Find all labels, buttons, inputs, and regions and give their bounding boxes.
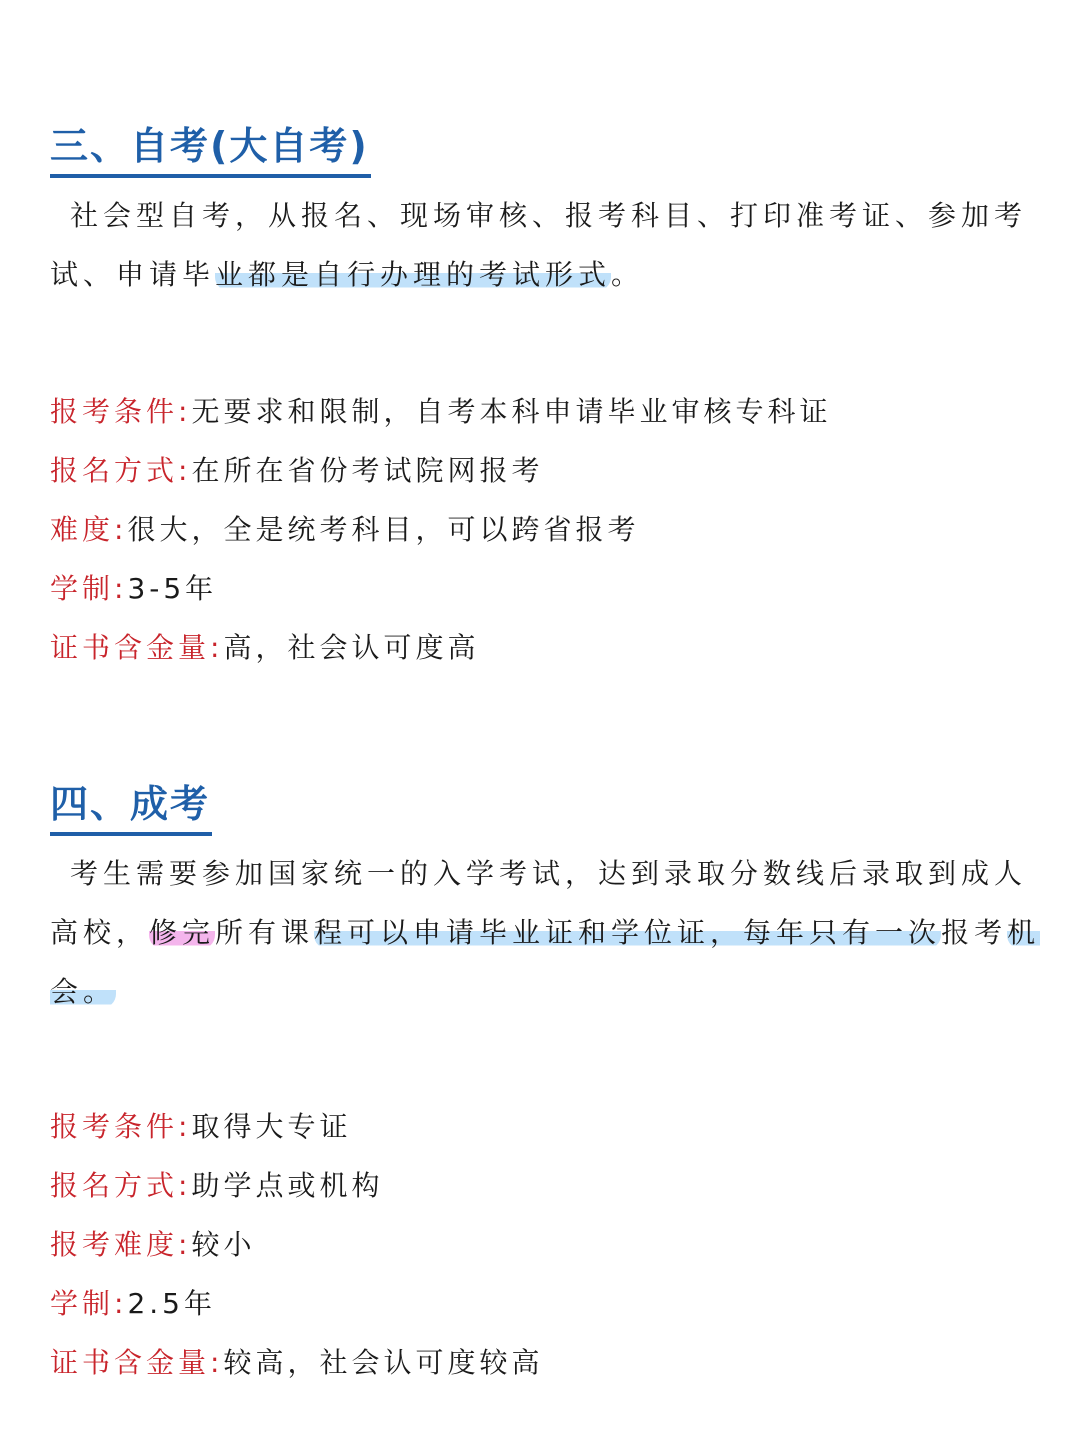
info-row-duration bbox=[50, 1274, 1050, 1333]
info-row-duration bbox=[50, 559, 1050, 618]
field-value: 助学点或机构 bbox=[191, 1169, 384, 1202]
field-value: 在所在省份考试院网报考 bbox=[191, 454, 544, 487]
blue-highlight: 程可以申请毕业证和学位证，每年只有一次 bbox=[314, 916, 942, 949]
info-row-registration bbox=[50, 1156, 1050, 1215]
info-row-difficulty bbox=[50, 500, 1050, 559]
section-description bbox=[50, 844, 1050, 1021]
info-row-certificate-value bbox=[50, 1333, 1050, 1392]
field-value: 高，社会认可度高 bbox=[223, 631, 480, 664]
field-value: 较高，社会认可度较高 bbox=[223, 1346, 544, 1379]
field-label: 报考条件: bbox=[50, 395, 192, 428]
field-value: 取得大专证 bbox=[191, 1110, 352, 1143]
description-text: 考生需要参加国家统一的入学考试，达到录取分数线后录取到成人高校， bbox=[50, 857, 1028, 949]
field-label: 证书含金量: bbox=[50, 631, 224, 664]
field-label: 证书含金量: bbox=[50, 1346, 224, 1379]
info-row-registration bbox=[50, 441, 1050, 500]
section-description bbox=[50, 186, 1050, 304]
field-value: 无要求和限制，自考本科申请毕业审核专科证 bbox=[191, 395, 832, 428]
section-adult-exam bbox=[50, 776, 1050, 1392]
info-row-difficulty bbox=[50, 1215, 1050, 1274]
field-label: 报考难度: bbox=[50, 1228, 192, 1261]
info-row-requirements bbox=[50, 1097, 1050, 1156]
info-row-requirements bbox=[50, 382, 1050, 441]
field-label: 难度: bbox=[50, 513, 128, 546]
info-row-certificate-value bbox=[50, 618, 1050, 677]
field-label: 学制: bbox=[50, 1287, 128, 1320]
field-value: 很大，全是统考科目，可以跨省报考 bbox=[127, 513, 640, 546]
field-label: 报名方式: bbox=[50, 454, 192, 487]
section-self-study-exam bbox=[50, 118, 1050, 677]
field-value: 2.5年 bbox=[127, 1287, 216, 1320]
field-label: 报考条件: bbox=[50, 1110, 192, 1143]
description-text: 。 bbox=[611, 258, 645, 291]
blue-highlight: 机会。 bbox=[50, 916, 1041, 1008]
description-text: 所有课 bbox=[215, 916, 315, 949]
field-label: 报名方式: bbox=[50, 1169, 192, 1202]
info-list bbox=[50, 382, 1050, 677]
field-value: 较小 bbox=[191, 1228, 256, 1261]
description-text: 社会型自考，从报名、现场审核、报考科目、打印准考证、参加考试、申请毕 bbox=[50, 199, 1028, 291]
section-heading: 三、自考(大自考) bbox=[50, 118, 371, 178]
field-label: 学制: bbox=[50, 572, 128, 605]
field-value: 3-5年 bbox=[127, 572, 218, 605]
section-heading: 四、成考 bbox=[50, 776, 212, 836]
info-list bbox=[50, 1097, 1050, 1392]
blue-highlight: 业都是自行办理的考试形式 bbox=[215, 258, 612, 291]
pink-highlight: 修完 bbox=[149, 916, 216, 949]
description-text: 报考 bbox=[941, 916, 1008, 949]
